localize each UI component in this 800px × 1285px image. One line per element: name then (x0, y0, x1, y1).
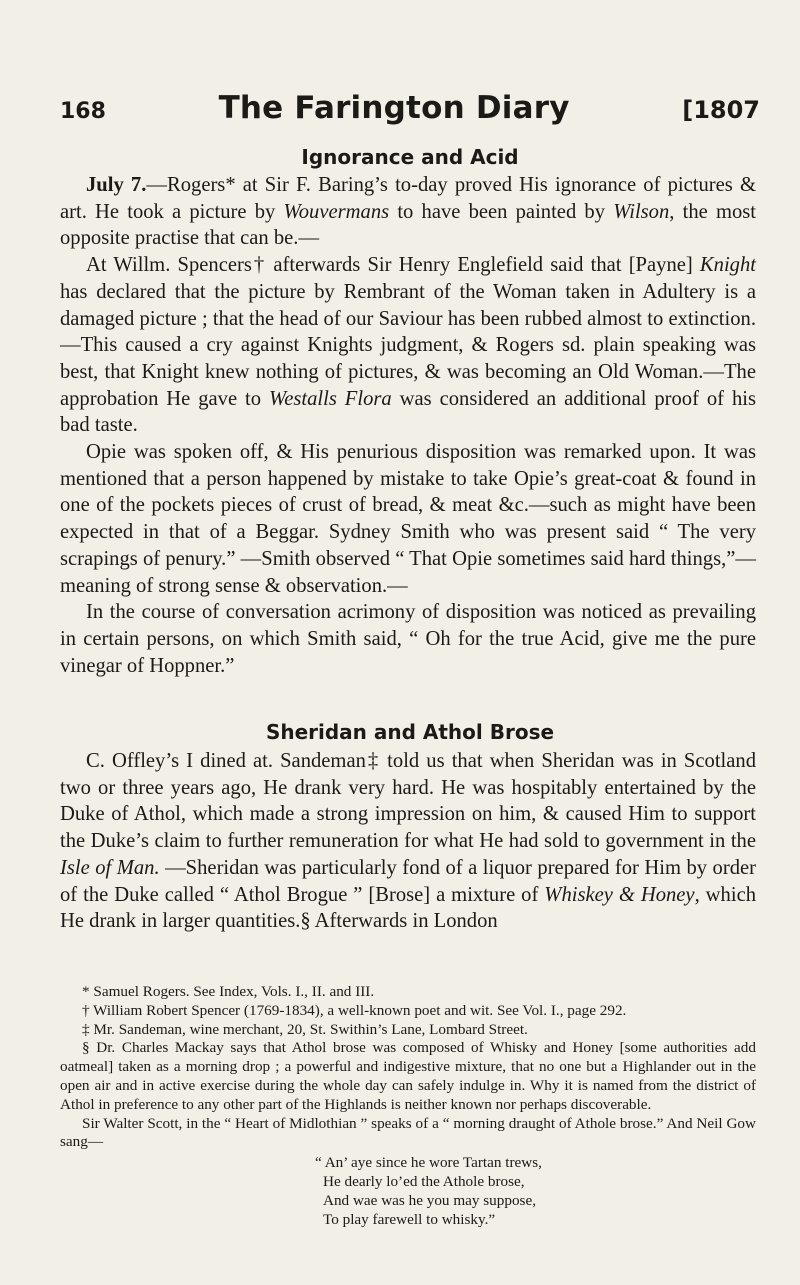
section-heading-ignorance: Ignorance and Acid (301, 145, 519, 169)
text-run: was considered an additional proof of his bad taste. (60, 387, 756, 437)
text-run: —Rogers* at Sir F. Baring’s to-day proved His ignorance of pictures & art. He took a picture by (60, 174, 756, 223)
section-heading-sheridan: Sheridan and Athol Brose (265, 720, 555, 744)
italic-name: Westalls Flora (268, 387, 392, 410)
section-body-ignorance (60, 172, 756, 679)
paragraph (60, 252, 756, 439)
italic-name: Isle of Man. (60, 856, 160, 879)
page-number: 168 (60, 99, 106, 124)
footnote: † William Robert Spencer (1769-1834), a well-known poet and wit. See Vol. I., page 292. (82, 1001, 627, 1019)
footnotes (60, 983, 756, 1229)
section-body-sheridan (60, 748, 756, 935)
paragraph: Opie was spoken off, & His penurious disposition was remarked upon. It was mentioned that a person happened by mistake to take Opie’s great-coat & found in one of the pockets pieces of crust of bread, & meat &c.—such as might have been expected in that of a Beggar. Sydney Smith who was present said “ The very scrapings of penury.” —Smith observed “ That Opie sometimes said hard things,”—meaning of strong sense & observation.— (60, 441, 756, 597)
entry-date: July 7. (86, 174, 147, 196)
text-run: , which He drank in larger quantities.§ Afterwards in London (60, 883, 757, 933)
book-title: The Farington Diary (218, 90, 570, 126)
italic-name: Knight (699, 254, 756, 277)
text-run: has declared that the picture by Rembrant of the Woman taken in Adultery is a damaged picture ; that the head of our Saviour has been rubbed almost to extinction.—This caused a cry against Knights judgment, & Rogers sd. plain speaking was best, that Knight knew nothing of pictures, & was becoming an Old Woman.—The approbation He gave to (60, 280, 756, 410)
footnote: ‡ Mr. Sandeman, wine merchant, 20, St. Swithin’s Lane, Lombard Street. (82, 1020, 528, 1038)
text-run: C. Offley’s I dined at. Sandeman‡ told us that when Sheridan was in Scotland two or three years ago, He drank very hard. He was hospitably entertained by the Duke of Athol, which made a strong impression on him, & caused Him to support the Duke’s claim to further remuneration for what He had sold to government in the (60, 750, 756, 853)
running-header (60, 90, 760, 140)
italic-name: Wilson (613, 200, 670, 223)
footnote: Sir Walter Scott, in the “ Heart of Midlothian ” speaks of a “ morning draught of Athole brose.” And Neil Gow sang— (60, 1114, 756, 1151)
footnote: * Samuel Rogers. See Index, Vols. I., II. and III. (82, 983, 375, 1000)
paragraph: In the course of conversation acrimony of disposition was noticed as prevailing in certain persons, on which Smith said, “ Oh for the true Acid, give me the pure vinegar of Hoppner.” (60, 601, 756, 677)
verse-line: To play farewell to whisky.” (323, 1210, 496, 1228)
verse-line: He dearly lo’ed the Athole brose, (323, 1172, 525, 1190)
verse-line: And wae was he you may suppose, (323, 1191, 537, 1209)
paragraph (60, 748, 756, 935)
verse-quote (315, 1154, 756, 1229)
text-run: —Sheridan was particularly fond of a liquor prepared for Him by order of the Duke called “ Athol Brogue ” [Brose] a mixture of (60, 856, 756, 906)
text-run: At Willm. Spencers† afterwards Sir Henry Englefield said that [Payne] (86, 254, 700, 277)
year-marker: [1807 (682, 96, 760, 124)
footnote: § Dr. Charles Mackay says that Athol brose was composed of Whisky and Honey [some authorities add oatmeal] taken as a morning drop ; a powerful and indigestive mixture, that no one but a Highlander out in the open air and in active exercise during the whole day can safely indulge in. Why it is named from the district of Athol in preference to any other part of the Highlands is neither known nor perhaps discoverable. (60, 1039, 756, 1113)
verse-line: “ An’ aye since he wore Tartan trews, (315, 1154, 542, 1172)
text-run: , the most opposite practise that can be.— (60, 200, 757, 250)
text-run: to have been painted by (389, 200, 614, 223)
paragraph (60, 172, 756, 252)
italic-name: Whiskey & Honey (544, 883, 695, 906)
italic-name: Wouvermans (283, 200, 390, 223)
